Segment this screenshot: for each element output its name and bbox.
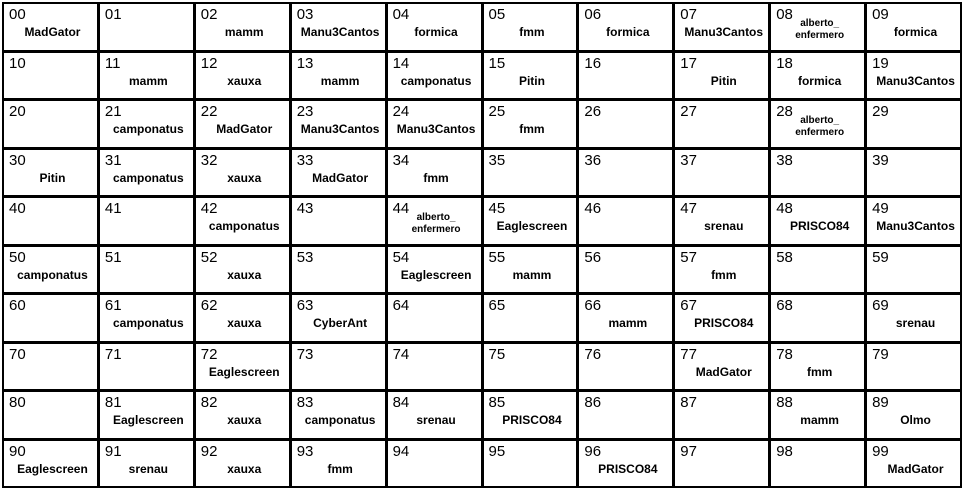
- cell-number: 44: [392, 200, 410, 217]
- cell-owner-name: fmm: [711, 267, 737, 282]
- grid-cell: [867, 150, 960, 196]
- grid-cell: [867, 198, 960, 244]
- grid-cell: [196, 198, 289, 244]
- cell-owner-name: xauxa: [227, 170, 262, 185]
- cell-number: 98: [776, 442, 793, 460]
- cell-owner-name: camponatus: [113, 122, 184, 136]
- grid-cell: [675, 247, 768, 293]
- grid-cell: [675, 4, 768, 50]
- cell-number: 94: [392, 442, 410, 460]
- cell-number: 09: [872, 6, 889, 23]
- grid-cell: [675, 344, 768, 390]
- grid-cell: [484, 101, 577, 147]
- cell-number: 22: [200, 103, 218, 120]
- cell-number: 89: [872, 394, 889, 411]
- cell-number: 96: [584, 442, 602, 460]
- grid-cell: [388, 101, 481, 147]
- grid-cell: [100, 4, 193, 50]
- cell-number: 79: [872, 345, 889, 363]
- grid-cell: [388, 344, 481, 390]
- cell-number: 71: [104, 345, 122, 363]
- cell-number: 56: [584, 248, 602, 266]
- cell-number: 95: [488, 442, 506, 460]
- cell-owner-name: Pitin: [518, 73, 545, 88]
- cell-owner-name: Manu3Cantos: [684, 25, 764, 39]
- cell-number: 13: [296, 54, 314, 72]
- cell-number: 50: [9, 248, 26, 266]
- cell-number: 82: [200, 394, 218, 411]
- cell-number: 47: [680, 200, 697, 217]
- grid-cell: [484, 392, 577, 438]
- grid-cell: [4, 392, 97, 438]
- cell-number: 06: [584, 6, 602, 23]
- cell-owner-name: PRISCO84: [694, 316, 754, 330]
- grid-cell: [675, 392, 768, 438]
- cell-owner-name: camponatus: [17, 267, 88, 282]
- cell-number: 40: [9, 200, 26, 217]
- cell-owner-name: mamm: [129, 73, 168, 88]
- cell-number: 03: [296, 6, 314, 23]
- cell-owner-name: xauxa: [227, 461, 262, 476]
- cell-number: 68: [776, 297, 793, 314]
- cell-owner-name: formica: [606, 25, 650, 39]
- cell-number: 64: [392, 297, 410, 314]
- grid-cell: [100, 53, 193, 99]
- cell-number: 73: [296, 345, 314, 363]
- cell-number: 39: [872, 151, 889, 169]
- grid-cell: [771, 344, 864, 390]
- cell-owner-name: Eaglescreen: [112, 413, 184, 427]
- cell-owner-name: xauxa: [227, 267, 262, 282]
- cell-number: 65: [488, 297, 506, 314]
- grid-cell: [100, 150, 193, 196]
- cell-number: 45: [488, 200, 506, 217]
- cell-owner-name: mamm: [320, 73, 360, 88]
- cell-number: 17: [680, 54, 697, 72]
- grid-cell: [579, 198, 672, 244]
- grid-cell: [100, 295, 193, 341]
- cell-owner-name: fmm: [519, 122, 545, 136]
- cell-number: 76: [584, 345, 602, 363]
- grid-cell: [292, 295, 385, 341]
- grid-cell: [675, 150, 768, 196]
- cell-owner-name: camponatus: [400, 73, 472, 88]
- cell-number: 81: [104, 394, 122, 411]
- cell-number: 16: [584, 54, 602, 72]
- grid-cell: [771, 53, 864, 99]
- cell-owner-name: Olmo: [900, 413, 931, 427]
- cell-number: 18: [776, 54, 793, 72]
- grid-cell: [484, 295, 577, 341]
- grid-cell: [484, 4, 577, 50]
- grid-cell: [771, 198, 864, 244]
- cell-number: 90: [9, 442, 26, 460]
- grid-cell: [579, 101, 672, 147]
- cell-number: 99: [872, 442, 889, 460]
- cell-number: 58: [776, 248, 793, 266]
- cell-owner-name: alberto_ enfermero: [795, 115, 845, 138]
- cell-owner-name: formica: [797, 73, 842, 88]
- grid-cell: [484, 441, 577, 487]
- cell-number: 36: [584, 151, 602, 169]
- grid-cell: [771, 150, 864, 196]
- grid-cell: [484, 198, 577, 244]
- cell-number: 51: [104, 248, 122, 266]
- grid-cell: [484, 344, 577, 390]
- cell-number: 53: [296, 248, 314, 266]
- cell-owner-name: MadGator: [887, 461, 944, 476]
- cell-number: 59: [872, 248, 889, 266]
- cell-number: 11: [104, 54, 121, 72]
- grid-cell: [4, 247, 97, 293]
- grid-cell: [484, 53, 577, 99]
- cell-number: 14: [392, 54, 410, 72]
- grid-cell: [388, 150, 481, 196]
- cell-owner-name: alberto_ enfermero: [411, 212, 461, 235]
- cell-number: 80: [9, 394, 26, 411]
- grid-cell: [100, 247, 193, 293]
- grid-cell: [579, 441, 672, 487]
- grid-cell: [867, 101, 960, 147]
- cell-number: 38: [776, 151, 793, 169]
- cell-number: 52: [200, 248, 218, 266]
- cell-number: 05: [488, 6, 506, 23]
- grid-cell: [196, 4, 289, 50]
- cell-owner-name: formica: [414, 25, 458, 39]
- cell-number: 63: [296, 297, 314, 314]
- cell-owner-name: Eaglescreen: [496, 219, 568, 233]
- cell-owner-name: MadGator: [216, 122, 273, 136]
- grid-cell: [292, 101, 385, 147]
- grid-cell: [196, 247, 289, 293]
- cell-owner-name: srenau: [704, 219, 744, 233]
- cell-number: 92: [200, 442, 218, 460]
- cell-number: 41: [104, 200, 122, 217]
- grid-cell: [579, 53, 672, 99]
- grid-cell: [771, 295, 864, 341]
- cell-number: 19: [872, 54, 889, 72]
- cell-number: 20: [9, 103, 26, 120]
- grid-cell: [4, 198, 97, 244]
- cell-owner-name: mamm: [512, 267, 552, 282]
- grid-cell: [867, 4, 960, 50]
- grid-cell: [579, 247, 672, 293]
- grid-cell: [196, 295, 289, 341]
- cell-number: 69: [872, 297, 889, 314]
- grid-cell: [867, 441, 960, 487]
- cell-number: 74: [392, 345, 410, 363]
- grid-cell: [675, 295, 768, 341]
- cell-owner-name: PRISCO84: [598, 461, 658, 476]
- grid-cell: [4, 101, 97, 147]
- grid-cell: [867, 295, 960, 341]
- cell-number: 33: [296, 151, 314, 169]
- grid-cell: [579, 295, 672, 341]
- grid-cell: [675, 198, 768, 244]
- cell-number: 72: [200, 345, 218, 363]
- cell-number: 66: [584, 297, 602, 314]
- cell-number: 34: [392, 151, 410, 169]
- cell-number: 10: [9, 54, 26, 72]
- cell-number: 85: [488, 394, 506, 411]
- grid-cell: [292, 392, 385, 438]
- grid-cell: [579, 150, 672, 196]
- cell-owner-name: srenau: [416, 413, 456, 427]
- cell-owner-name: xauxa: [227, 413, 262, 427]
- cell-owner-name: xauxa: [227, 316, 262, 330]
- grid-cell: [771, 441, 864, 487]
- cell-owner-name: Manu3Cantos: [300, 122, 380, 136]
- cell-number: 97: [680, 442, 697, 460]
- cell-number: 29: [872, 103, 889, 120]
- cell-number: 00: [9, 6, 26, 23]
- cell-number: 15: [488, 54, 506, 72]
- grid-cell: [196, 344, 289, 390]
- grid-cell: [579, 344, 672, 390]
- cell-number: 28: [776, 103, 793, 120]
- grid-cell: [196, 441, 289, 487]
- number-grid-board: [2, 2, 962, 488]
- grid-cell: [579, 392, 672, 438]
- cell-number: 62: [200, 297, 218, 314]
- grid-cell: [292, 344, 385, 390]
- grid-cell: [388, 53, 481, 99]
- grid-cell: [388, 198, 481, 244]
- grid-cell: [4, 441, 97, 487]
- grid-cell: [196, 392, 289, 438]
- grid-cell: [292, 4, 385, 50]
- grid-cell: [867, 392, 960, 438]
- grid-cell: [100, 392, 193, 438]
- cell-number: 46: [584, 200, 602, 217]
- grid-cell: [292, 247, 385, 293]
- cell-number: 83: [296, 394, 314, 411]
- cell-number: 31: [104, 151, 122, 169]
- cell-owner-name: Eaglescreen: [208, 364, 280, 379]
- grid-cell: [4, 295, 97, 341]
- cell-owner-name: PRISCO84: [502, 413, 562, 427]
- grid-cell: [675, 53, 768, 99]
- grid-cell: [771, 101, 864, 147]
- cell-number: 30: [9, 151, 26, 169]
- cell-number: 84: [392, 394, 410, 411]
- cell-owner-name: MadGator: [695, 364, 752, 379]
- cell-owner-name: Eaglescreen: [400, 267, 472, 282]
- cell-owner-name: camponatus: [304, 413, 376, 427]
- grid-cell: [196, 53, 289, 99]
- grid-cell: [388, 295, 481, 341]
- cell-number: 67: [680, 297, 697, 314]
- grid-cell: [196, 150, 289, 196]
- grid-cell: [100, 101, 193, 147]
- grid-cell: [388, 4, 481, 50]
- cell-number: 43: [296, 200, 314, 217]
- cell-owner-name: camponatus: [208, 219, 280, 233]
- grid-cell: [579, 4, 672, 50]
- grid-cell: [292, 441, 385, 487]
- cell-number: 88: [776, 394, 793, 411]
- cell-owner-name: srenau: [128, 461, 169, 476]
- cell-owner-name: fmm: [519, 25, 545, 39]
- cell-owner-name: alberto_ enfermero: [795, 18, 845, 41]
- grid-cell: [484, 150, 577, 196]
- cell-owner-name: Manu3Cantos: [876, 219, 955, 233]
- cell-number: 93: [296, 442, 314, 460]
- grid-cell: [675, 101, 768, 147]
- grid-cell: [100, 441, 193, 487]
- grid-cell: [100, 198, 193, 244]
- grid-cell: [484, 247, 577, 293]
- grid-cell: [388, 441, 481, 487]
- grid-cell: [867, 344, 960, 390]
- cell-number: 86: [584, 394, 602, 411]
- grid-cell: [675, 441, 768, 487]
- cell-number: 23: [296, 103, 314, 120]
- cell-owner-name: mamm: [800, 413, 839, 427]
- cell-owner-name: formica: [893, 25, 938, 39]
- cell-owner-name: camponatus: [113, 170, 184, 185]
- grid-cell: [388, 392, 481, 438]
- cell-number: 54: [392, 248, 410, 266]
- cell-number: 77: [680, 345, 697, 363]
- cell-owner-name: CyberAnt: [313, 316, 368, 330]
- cell-owner-name: xauxa: [227, 73, 262, 88]
- grid-cell: [4, 4, 97, 50]
- grid-cell: [4, 344, 97, 390]
- cell-owner-name: fmm: [327, 461, 353, 476]
- cell-owner-name: srenau: [895, 316, 936, 330]
- cell-owner-name: Pitin: [710, 73, 737, 88]
- grid-cell: [4, 150, 97, 196]
- cell-number: 55: [488, 248, 506, 266]
- grid-cell: [867, 247, 960, 293]
- cell-number: 25: [488, 103, 506, 120]
- cell-number: 02: [200, 6, 218, 23]
- cell-number: 21: [104, 103, 122, 120]
- cell-number: 91: [104, 442, 122, 460]
- cell-number: 87: [680, 394, 697, 411]
- cell-number: 12: [200, 54, 218, 72]
- cell-number: 61: [104, 297, 122, 314]
- grid-cell: [771, 4, 864, 50]
- cell-number: 57: [680, 248, 697, 266]
- grid-cell: [4, 53, 97, 99]
- cell-owner-name: Eaglescreen: [17, 461, 88, 476]
- cell-number: 49: [872, 200, 889, 217]
- cell-number: 60: [9, 297, 26, 314]
- cell-owner-name: fmm: [806, 364, 833, 379]
- grid-cell: [771, 247, 864, 293]
- cell-owner-name: Manu3Cantos: [300, 25, 380, 39]
- cell-owner-name: fmm: [423, 170, 449, 185]
- cell-number: 08: [776, 6, 793, 23]
- cell-owner-name: PRISCO84: [789, 219, 850, 233]
- cell-number: 01: [104, 6, 122, 23]
- cell-number: 32: [200, 151, 218, 169]
- cell-owner-name: MadGator: [312, 170, 369, 185]
- cell-number: 70: [9, 345, 26, 363]
- cell-number: 27: [680, 103, 697, 120]
- cell-number: 04: [392, 6, 410, 23]
- cell-number: 35: [488, 151, 506, 169]
- cell-number: 24: [392, 103, 410, 120]
- cell-owner-name: Manu3Cantos: [876, 73, 955, 88]
- cell-number: 26: [584, 103, 602, 120]
- grid-cell: [196, 101, 289, 147]
- cell-owner-name: camponatus: [113, 316, 184, 330]
- cell-owner-name: MadGator: [24, 25, 81, 39]
- cell-number: 48: [776, 200, 793, 217]
- cell-number: 75: [488, 345, 506, 363]
- cell-number: 78: [776, 345, 793, 363]
- grid-cell: [388, 247, 481, 293]
- grid-cell: [771, 392, 864, 438]
- cell-owner-name: mamm: [224, 25, 264, 39]
- grid-cell: [100, 344, 193, 390]
- cell-number: 37: [680, 151, 697, 169]
- cell-number: 07: [680, 6, 697, 23]
- cell-owner-name: Pitin: [39, 170, 66, 185]
- grid-cell: [867, 53, 960, 99]
- grid-cell: [292, 53, 385, 99]
- grid-cell: [292, 198, 385, 244]
- cell-owner-name: mamm: [608, 316, 648, 330]
- cell-number: 42: [200, 200, 218, 217]
- grid-cell: [292, 150, 385, 196]
- cell-owner-name: Manu3Cantos: [396, 122, 476, 136]
